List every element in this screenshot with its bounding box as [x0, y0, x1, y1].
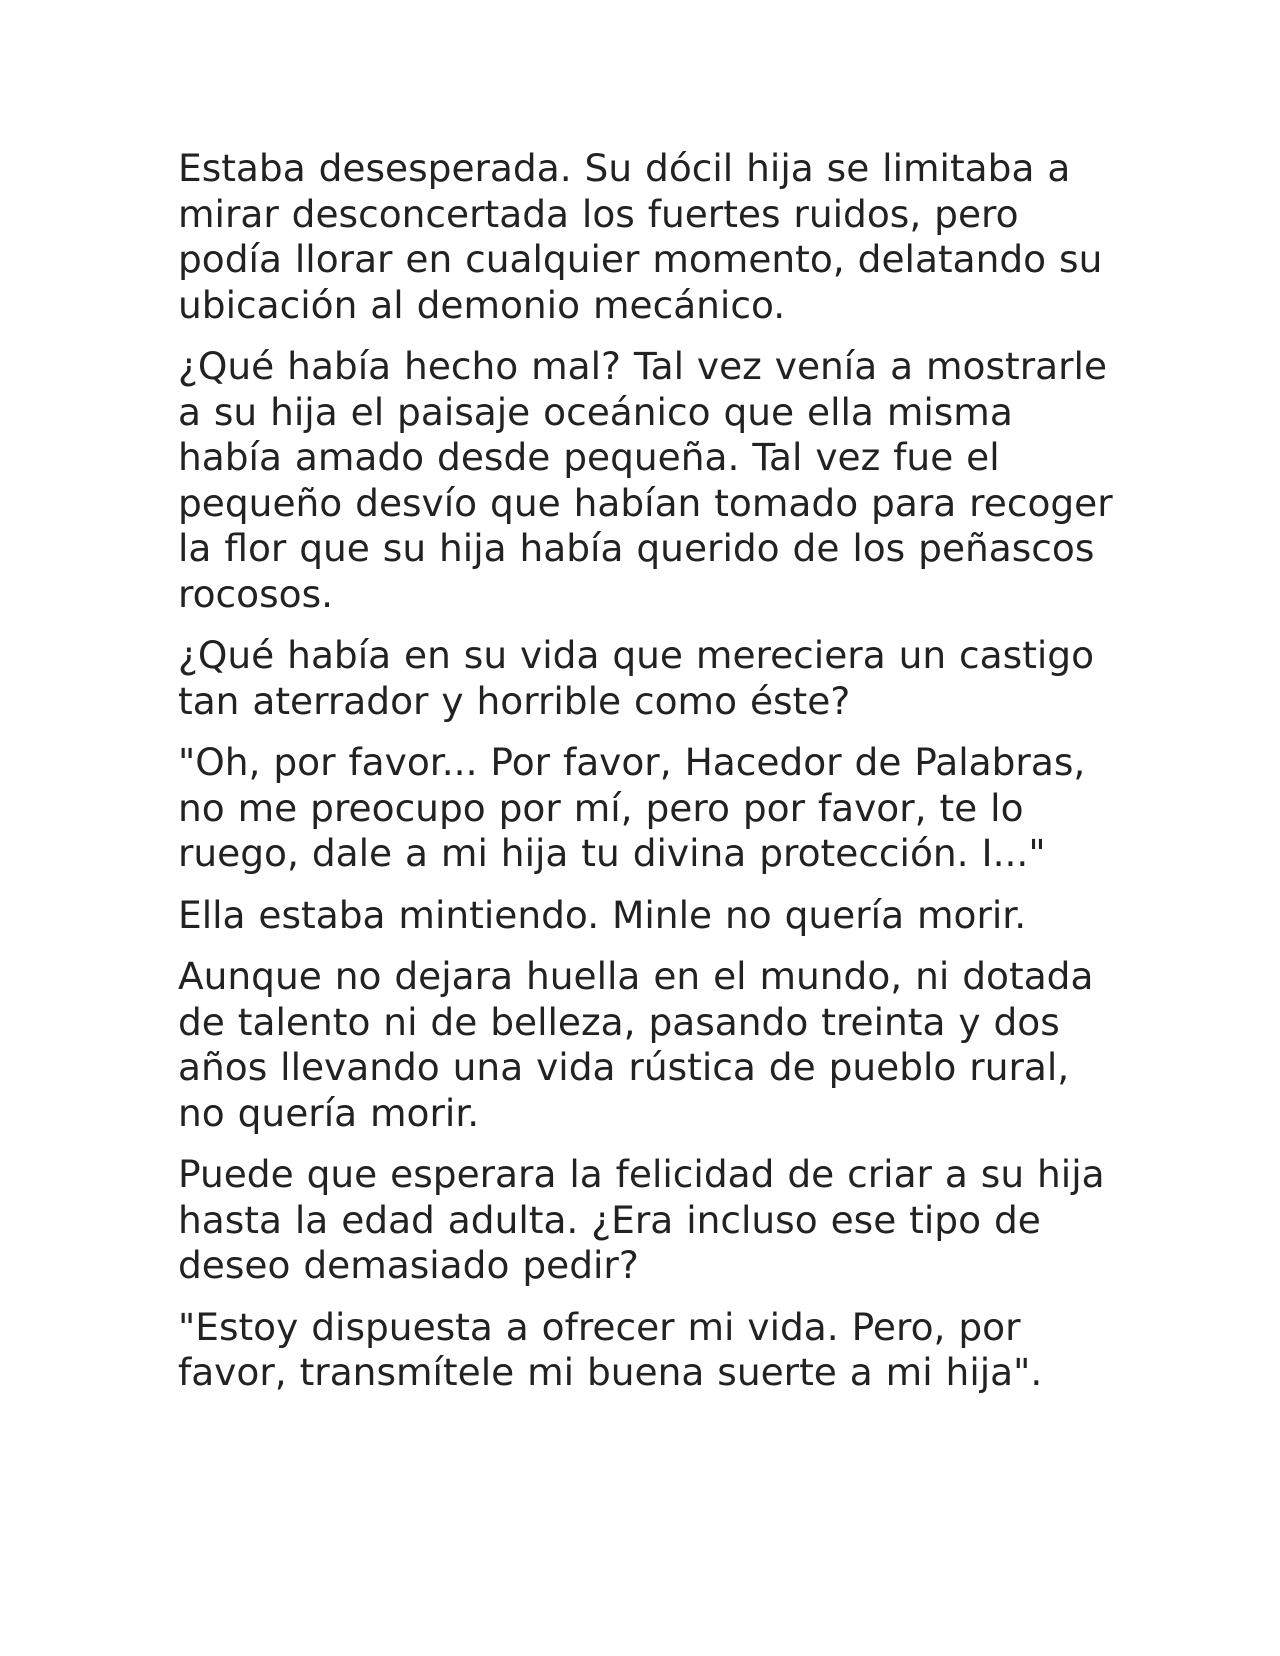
paragraph-3: ¿Qué había en su vida que mereciera un castigo tan aterrador y horrible como éste?	[178, 633, 1095, 723]
paragraph-4: "Oh, por favor... Por favor, Hacedor de Palabras, no me preocupo por mí, pero por favor, te lo ruego, dale a mi hija tu divina protección. I..."	[178, 740, 1086, 875]
paragraph-5: Ella estaba mintiendo. Minle no quería morir.	[178, 892, 1027, 937]
paragraph-6: Aunque no dejara huella en el mundo, ni dotada de talento ni de belleza, pasando treinta y dos años llevando una vida rústica de pueblo rural, no quería morir.	[178, 954, 1094, 1135]
body-text	[178, 146, 1118, 1412]
paragraph-2: ¿Qué había hecho mal? Tal vez venía a mostrarle a su hija el paisaje oceánico que ella misma había amado desde pequeña. Tal vez fue el pequeño desvío que habían tomado para recoger la flor que su hija había querido de los peñascos rocosos.	[178, 344, 1113, 616]
paragraph-8: "Estoy dispuesta a ofrecer mi vida. Pero, por favor, transmítele mi buena suerte a mi hija".	[178, 1304, 1043, 1394]
paragraph-1: Estaba desesperada. Su dócil hija se limitaba a mirar desconcertada los fuertes ruidos, pero podía llorar en cualquier momento, delatando su ubicación al demonio mecánico.	[178, 146, 1103, 327]
paragraph-7: Puede que esperara la felicidad de criar a su hija hasta la edad adulta. ¿Era incluso ese tipo de deseo demasiado pedir?	[178, 1152, 1105, 1287]
